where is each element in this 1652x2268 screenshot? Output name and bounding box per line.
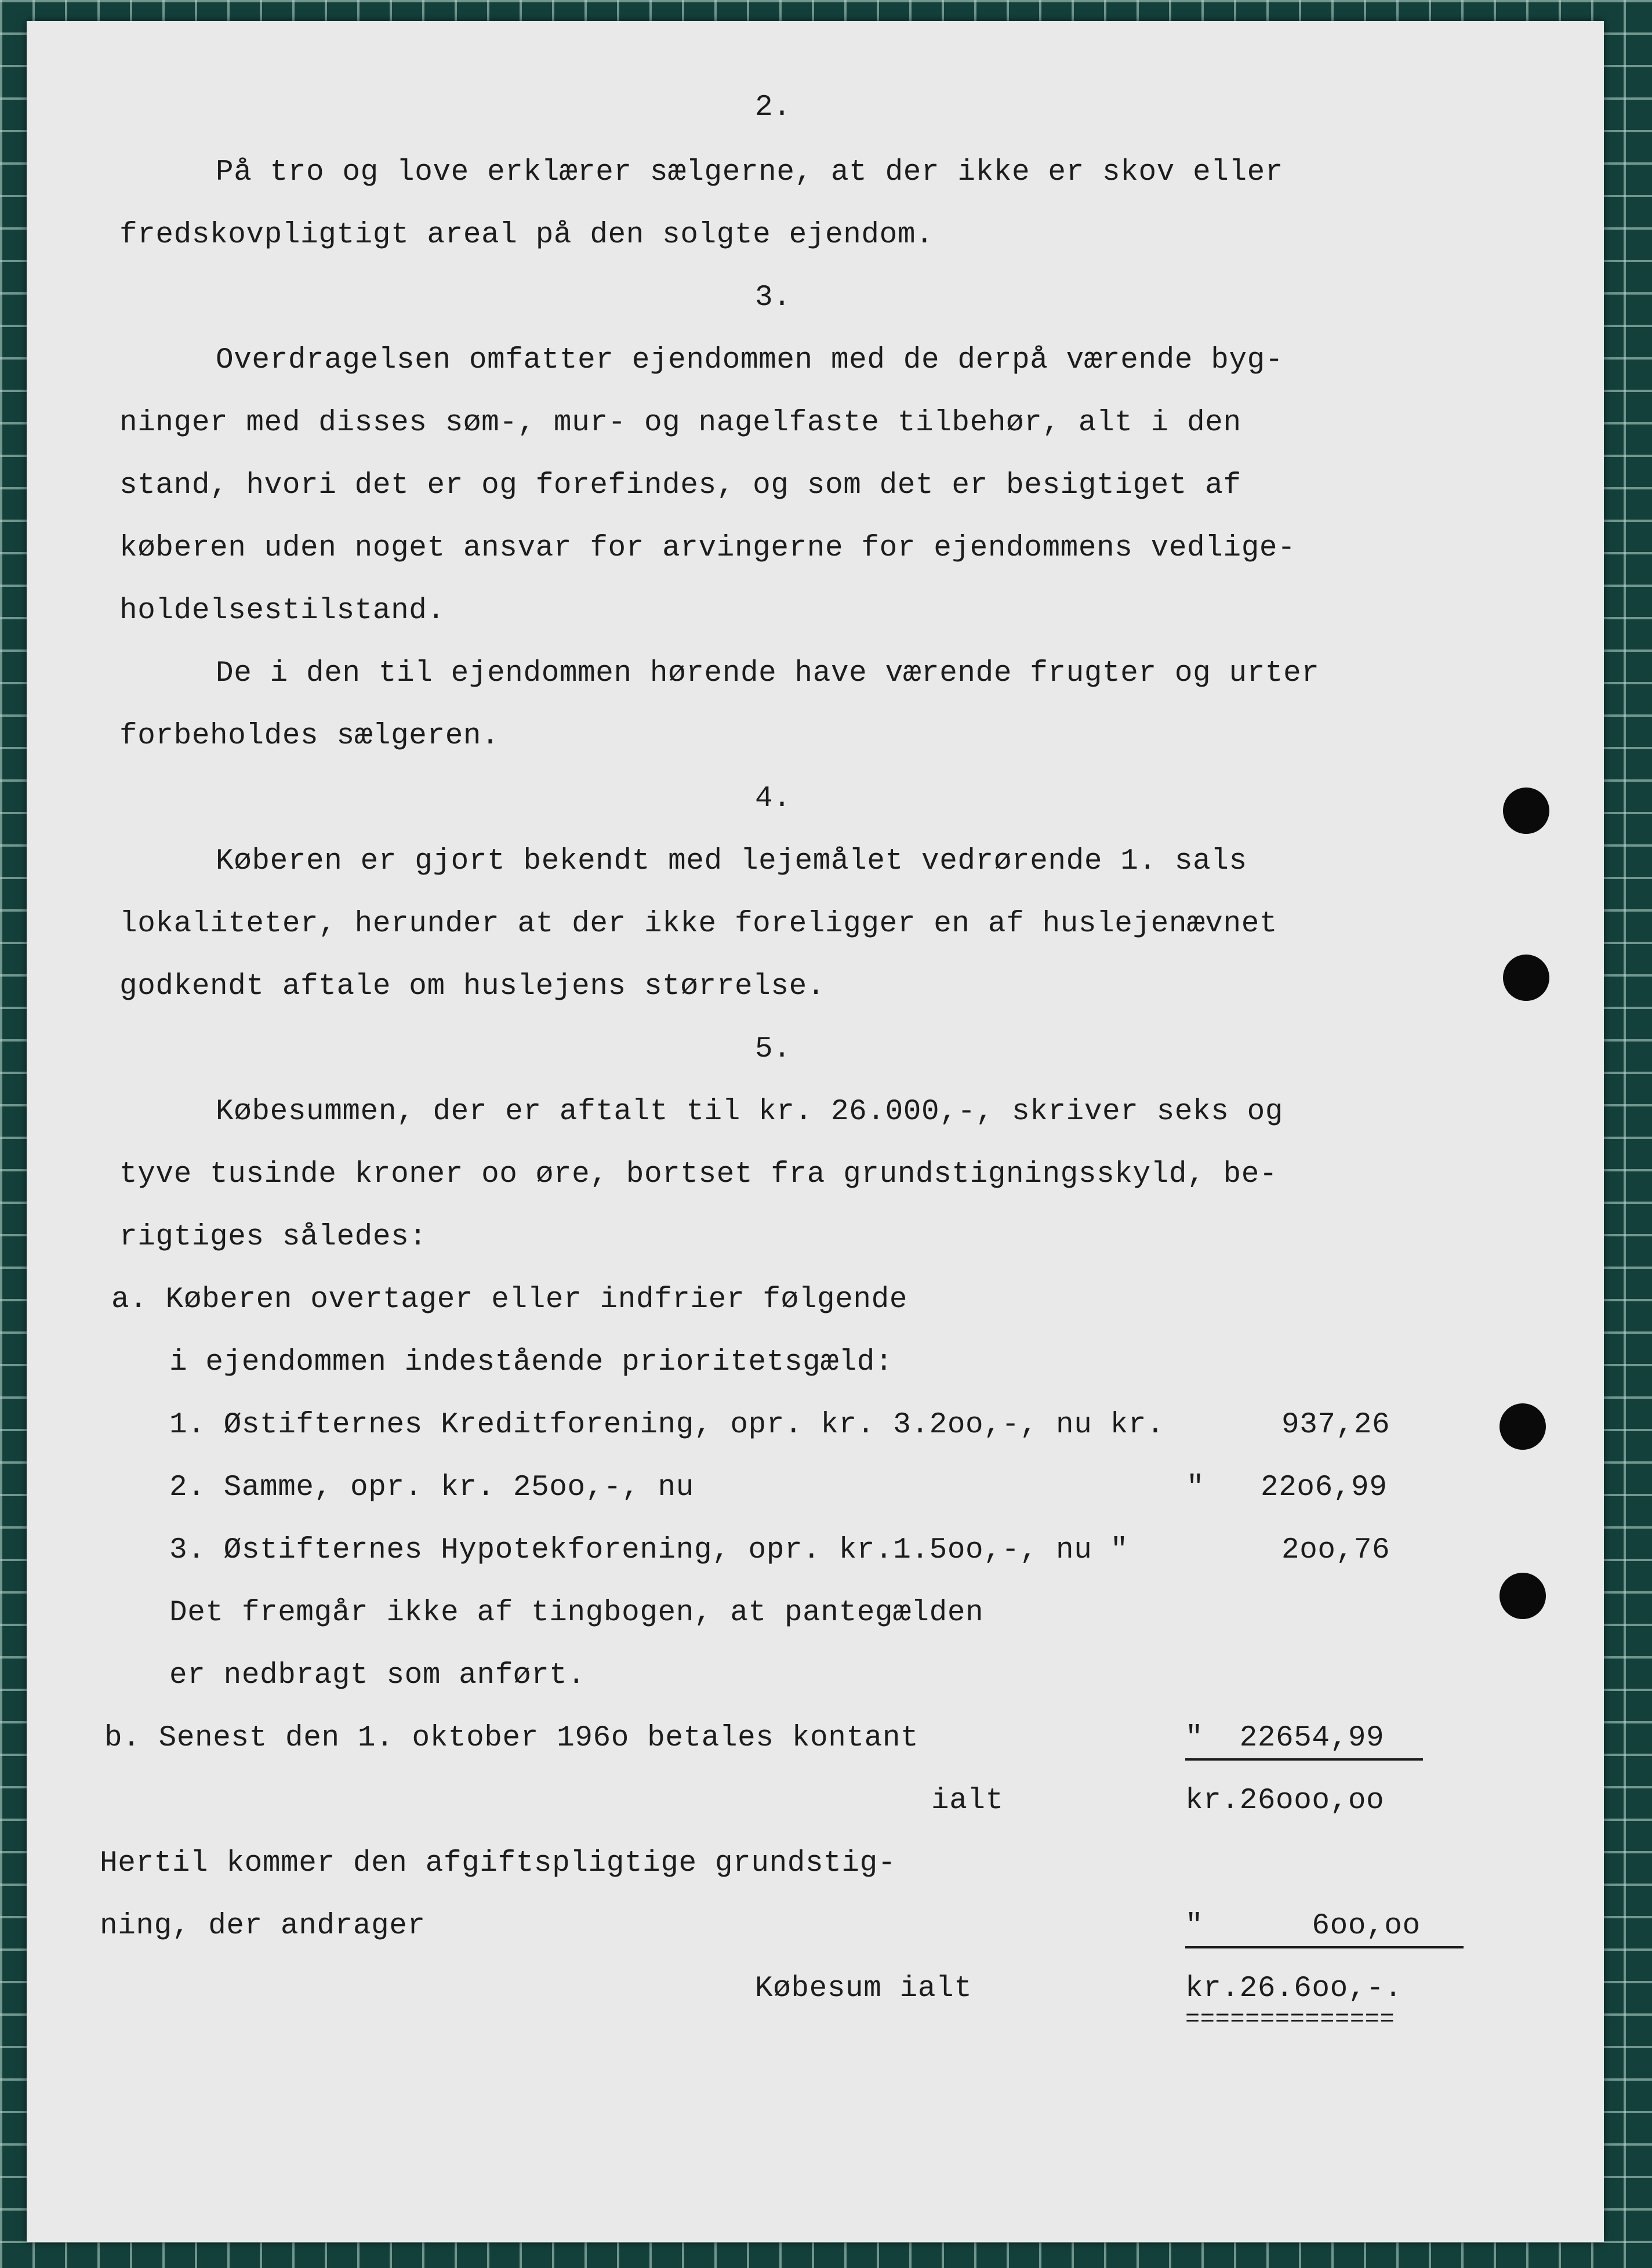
extra-amount: " 6oo,oo [1185, 1910, 1421, 1943]
note-line-2: er nedbragt som anført. [169, 1659, 586, 1692]
total-amount: kr.26ooo,oo [1185, 1784, 1385, 1817]
note-line-1: Det fremgår ikke af tingbogen, at pantegælden [169, 1596, 984, 1630]
section-5-line-2: tyve tusinde kroner oo øre, bortset fra grundstigningsskyld, be- [119, 1158, 1278, 1191]
debt-2-mark: " [1186, 1471, 1205, 1504]
section-5-line-3: rigtiges således: [119, 1221, 427, 1254]
section-number-5: 5. [755, 1033, 791, 1066]
extra-line-2: ning, der andrager [100, 1910, 426, 1943]
section-3-line-3: stand, hvori det er og forefindes, og som det er besigtiget af [119, 469, 1241, 502]
item-b-text: b. Senest den 1. oktober 196o betales kontant [104, 1722, 919, 1755]
section-3-line-5: holdelsestilstand. [119, 594, 445, 627]
punch-hole-2 [1503, 955, 1549, 1001]
document-page [27, 21, 1604, 2242]
debt-2-text: 2. Samme, opr. kr. 25oo,-, nu [169, 1471, 694, 1504]
section-5-line-4: a. Køberen overtager eller indfrier følgende [111, 1283, 908, 1316]
section-number-4: 4. [755, 782, 791, 815]
section-3-line-7: forbeholdes sælgeren. [119, 720, 500, 753]
final-double-rule: ============== [1185, 2005, 1395, 2033]
debt-1-text: 1. Østifternes Kreditforening, opr. kr. 3.2oo,-, nu kr. [169, 1409, 1165, 1442]
debt-2-amount: 22o6,99 [1261, 1471, 1388, 1504]
final-amount: kr.26.6oo,-. [1185, 1972, 1403, 2005]
section-4-line-3: godkendt aftale om huslejens størrelse. [119, 970, 825, 1003]
debt-3-amount: 2oo,76 [1281, 1534, 1390, 1567]
total-label: ialt [931, 1784, 1004, 1817]
extra-line-1: Hertil kommer den afgiftspligtige grundstig- [100, 1847, 896, 1880]
section-5-line-1: Købesummen, der er aftalt til kr. 26.000,-, skriver seks og [216, 1095, 1284, 1128]
section-number-3: 3. [755, 281, 791, 314]
section-number-2: 2. [755, 91, 791, 124]
extra-underline [1185, 1946, 1464, 1948]
section-5-line-5: i ejendommen indestående prioritetsgæld: [169, 1346, 894, 1379]
section-3-line-4: køberen uden noget ansvar for arvingerne for ejendommens vedlige- [119, 532, 1296, 565]
section-4-line-1: Køberen er gjort bekendt med lejemålet vedrørende 1. sals [216, 845, 1247, 878]
section-3-line-1: Overdragelsen omfatter ejendommen med de derpå værende byg- [216, 344, 1284, 377]
punch-hole-1 [1503, 788, 1549, 834]
section-3-line-6: De i den til ejendommen hørende have værende frugter og urter [216, 657, 1320, 690]
section-2-line-1: På tro og love erklærer sælgerne, at der ikke er skov eller [216, 156, 1284, 189]
debt-1-amount: 937,26 [1281, 1409, 1390, 1442]
final-label: Købesum ialt [755, 1972, 972, 2005]
section-3-line-2: ninger med disses søm-, mur- og nagelfaste tilbehør, alt i den [119, 407, 1241, 440]
item-b-underline [1185, 1758, 1423, 1761]
item-b-amount: " 22654,99 [1185, 1722, 1385, 1755]
punch-hole-4 [1499, 1573, 1546, 1619]
section-4-line-2: lokaliteter, herunder at der ikke foreligger en af huslejenævnet [119, 908, 1278, 941]
punch-hole-3 [1499, 1403, 1546, 1450]
debt-3-text: 3. Østifternes Hypotekforening, opr. kr.1.5oo,-, nu " [169, 1534, 1128, 1567]
section-2-line-2: fredskovpligtigt areal på den solgte ejendom. [119, 219, 934, 252]
